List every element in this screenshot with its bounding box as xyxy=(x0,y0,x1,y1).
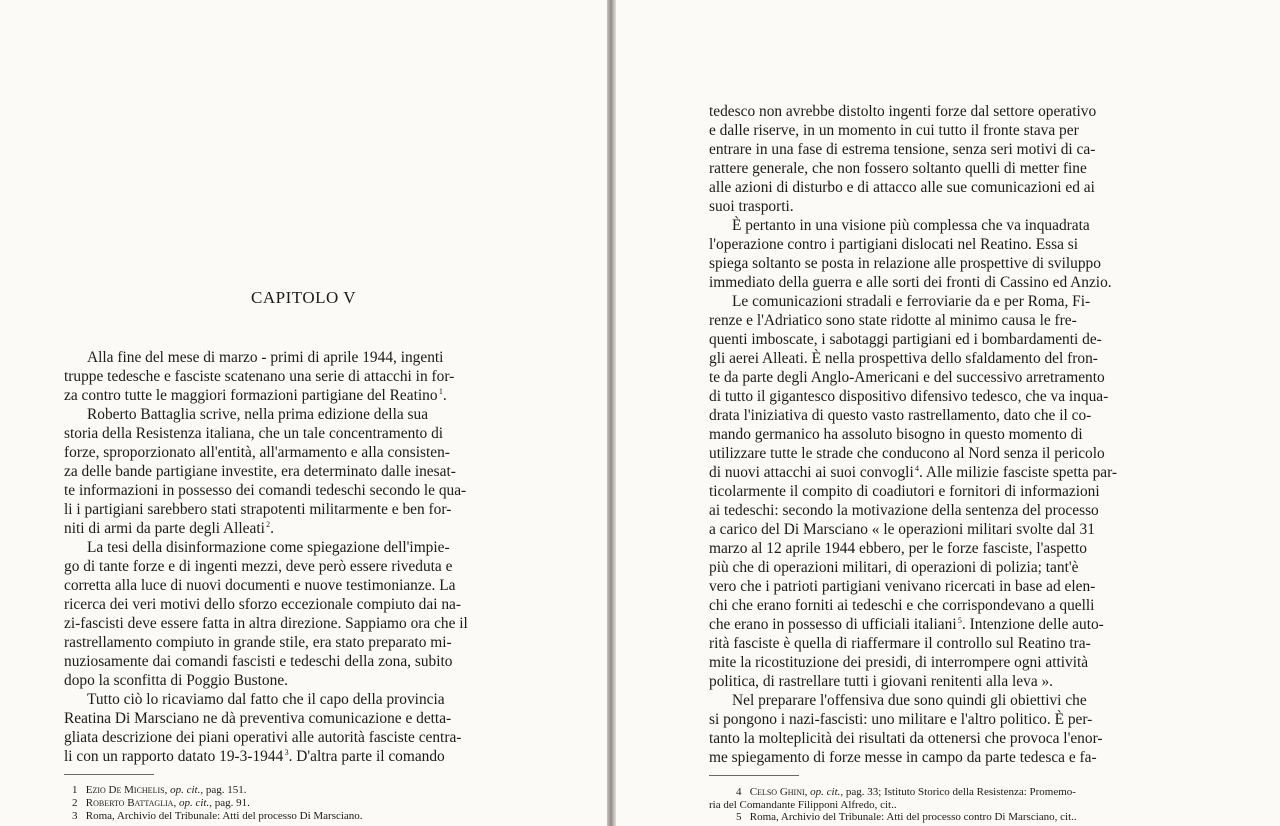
footnote: 5 Roma, Archivio del Tribunale: Atti del processo contro Di Marsciano, cit.. xyxy=(736,811,1077,823)
text-line: marzo al 12 aprile 1944 ebbero, per le forze fasciste, l'aspetto xyxy=(709,540,1087,557)
text-line: Alla fine del mese di marzo - primi di aprile 1944, ingenti xyxy=(87,349,444,366)
text-line: li i partigiani sarebbero stati strapotenti militarmente e ben for- xyxy=(64,501,452,518)
text-line: zi-fascisti deve essere fatta in altra direzione. Sappiamo ora che il xyxy=(64,615,468,632)
text-line: l'operazione contro i partigiani dislocati nel Reatino. Essa si xyxy=(709,236,1079,253)
footnote: 4 Celso Ghini, op. cit., pag. 33; Istituto Storico della Resistenza: Promemo- xyxy=(736,786,1076,798)
text-line: di nuovi attacchi ai suoi convogli $^4$. Alle milizie fasciste spetta par- xyxy=(709,464,1118,481)
footnote-ref: 4 xyxy=(915,464,920,473)
text-line: corretta alla luce di nuovi documenti e nuove testimonianze. La xyxy=(64,577,456,594)
text-line: di tutto il gigantesco dispositivo difensivo tedesco, che va inqua- xyxy=(709,388,1109,405)
text-line: più che di operazioni militari, di operazioni di polizia; tant'è xyxy=(709,559,1079,576)
text-line: te informazioni in possesso dei comandi tedeschi secondo le qua- xyxy=(64,482,467,499)
text-line: Le comunicazioni stradali e ferroviarie da e per Roma, Fi- xyxy=(732,293,1091,310)
text-line: utilizzare tutte le strade che conducono al Nord senza il pericolo xyxy=(709,445,1105,462)
footnote: 3 Roma, Archivio del Tribunale: Atti del processo Di Marsciano. xyxy=(72,810,363,822)
text-line: ricerca dei veri motivi dello sforzo eccezionale compiuto dai na- xyxy=(64,596,461,613)
text-line: ticolarmente il compito di coadiutori e fornitori di informazioni xyxy=(709,483,1100,500)
footnote: ria del Comandante Filipponi Alfredo, cit.. xyxy=(709,799,897,811)
text-line: a carico del Di Marsciano « le operazioni militari svolte dal 31 xyxy=(709,521,1095,538)
text-line: niti di armi da parte degli Alleati $^2$. xyxy=(64,520,275,537)
text-line: mite la ricostituzione dei presidi, di interrompere ogni attività xyxy=(709,654,1089,671)
right-page xyxy=(616,0,1280,826)
footnote-ref: 2 xyxy=(266,520,271,529)
text-line: suoi trasporti. xyxy=(709,198,794,215)
text-line: Reatina Di Marsciano ne dà preventiva comunicazione e detta- xyxy=(64,710,452,727)
text-line: immediato della guerra e alle sorti dei fronti di Cassino ed Anzio. xyxy=(709,274,1112,291)
text-line: È pertanto in una visione più complessa che va inquadrata xyxy=(732,217,1090,234)
text-line: tedesco non avrebbe distolto ingenti forze dal settore operativo xyxy=(709,103,1097,120)
text-line: me spiegamento di forze messe in campo da parte tedesca e fa- xyxy=(709,749,1097,766)
text-line: gliata descrizione dei piani operativi alle autorità fasciste centra- xyxy=(64,729,462,746)
text-line: drata l'iniziativa di questo vasto rastrellamento, dato che il co- xyxy=(709,407,1092,424)
text-line: politica, di rastrellare tutti i giovani renitenti alla leva ». xyxy=(709,673,1054,690)
footnote: 1 Ezio De Michelis, op. cit., pag. 151. xyxy=(72,784,247,796)
text-line: ai tedeschi: secondo la motivazione della sentenza del processo xyxy=(709,502,1099,519)
left-page xyxy=(0,0,607,826)
text-line: nuziosamente dai comandi fascisti e tedeschi della zona, subito xyxy=(64,653,453,670)
text-line: spiega soltanto se posta in relazione alle prospettive di sviluppo xyxy=(709,255,1101,272)
footnote-separator xyxy=(709,775,799,776)
text-line: za delle bande partigiane investite, era determinato dalle inesat- xyxy=(64,463,456,480)
text-line: tanto la molteplicità dei risultati da ottenersi che provoca l'enor- xyxy=(709,730,1103,747)
text-line: alle azioni di disturbo e di attacco alle sue comunicazioni ed ai xyxy=(709,179,1095,196)
text-line: rattere generale, che non fossero soltanto quelli di metter fine xyxy=(709,160,1087,177)
text-line: La tesi della disinformazione come spiegazione dell'impie- xyxy=(87,539,450,556)
text-line: rità fasciste è quella di riaffermare il controllo sul Reatino tra- xyxy=(709,635,1091,652)
text-line: renze e l'Adriatico sono state ridotte al minimo causa le fre- xyxy=(709,312,1077,329)
chapter-heading: CAPITOLO V xyxy=(251,288,356,307)
book-gutter xyxy=(607,0,616,826)
text-line: rastrellamento compiuto in grande stile, era stato preparato mi- xyxy=(64,634,452,651)
text-line: si pongono i nazi-fascisti: uno militare e l'altro politico. È per- xyxy=(709,711,1093,728)
text-line: Tutto ciò lo ricaviamo dal fatto che il capo della provincia xyxy=(87,691,445,708)
footnote-ref: 1 xyxy=(438,387,443,396)
text-line: dopo la sconfitta di Poggio Bustone. xyxy=(64,672,289,689)
text-line: storia della Resistenza italiana, che un tale concentramento di xyxy=(64,425,444,442)
text-line: che erano in possesso di ufficiali italiani $^5$. Intenzione delle auto- xyxy=(709,616,1104,633)
text-line: forze, sproporzionato all'entità, all'armamento e alla consisten- xyxy=(64,444,450,461)
text-line: quenti imboscate, i sabotaggi partigiani ed i bombardamenti de- xyxy=(709,331,1102,348)
footnote-ref: 3 xyxy=(284,748,289,757)
text-line: entrare in una fase di estrema tensione, senza seri motivi di ca- xyxy=(709,141,1096,158)
text-line: go di tante forze e di ingenti mezzi, deve però essere riveduta e xyxy=(64,558,453,575)
text-line: e dalle riserve, in un momento in cui tutto il fronte stava per xyxy=(709,122,1079,139)
text-line: te da parte degli Anglo-Americani e del successivo arretramento xyxy=(709,369,1105,386)
text-line: Roberto Battaglia scrive, nella prima edizione della sua xyxy=(87,406,429,423)
text-line: li con un rapporto datato 19-3-1944 $^3$. D'altra parte il comando xyxy=(64,748,445,765)
text-line: za contro tutte le maggiori formazioni partigiane del Reatino $^1$. xyxy=(64,387,447,404)
text-line: chi che erano forniti ai tedeschi e che corrispondevano a quelli xyxy=(709,597,1095,614)
text-line: Nel preparare l'offensiva due sono quindi gli obiettivi che xyxy=(732,692,1087,709)
footnote: 2 Roberto Battaglia, op. cit., pag. 91. xyxy=(72,797,250,809)
text-line: mando germanico ha assoluto bisogno in questo momento di xyxy=(709,426,1083,443)
text-line: vero che i patrioti partigiani venivano ricercati in base ad elen- xyxy=(709,578,1096,595)
text-line: gli aerei Alleati. È nella prospettiva dello sfaldamento del fron- xyxy=(709,350,1098,367)
text-line: truppe tedesche e fasciste scatenano una serie di attacchi in for- xyxy=(64,368,455,385)
footnote-ref: 5 xyxy=(957,616,962,625)
footnote-separator xyxy=(64,774,154,775)
